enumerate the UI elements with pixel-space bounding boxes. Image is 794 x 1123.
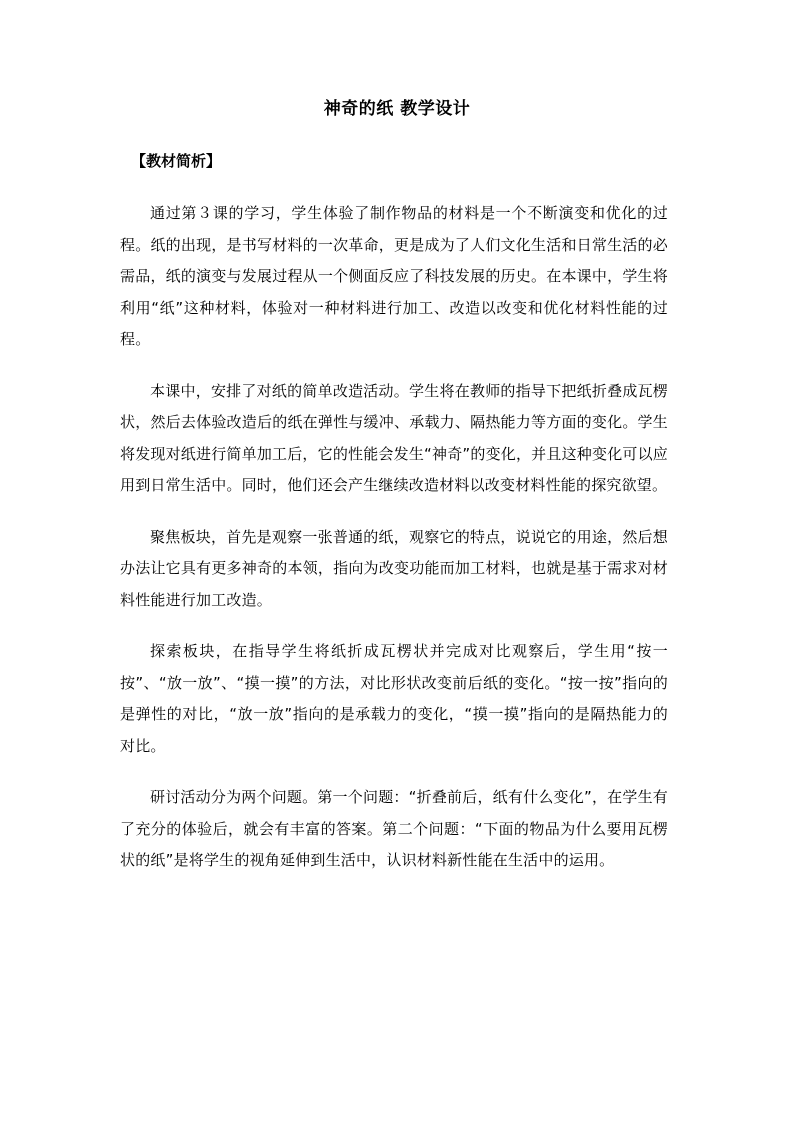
paragraph-1: 通过第３课的学习，学生体验了制作物品的材料是一个不断演变和优化的过程。纸的出现，是书写材料的一次革命，更是成为了人们文化生活和日常生活的必需品，纸的演变与发展过程从一个侧面反应了科技发展的历史。在本课中，学生将利用“纸”这种材料，体验对一种材料进行加工、改造以改变和优化材料性能的过程。 [120, 204, 668, 348]
paragraph-5: 研讨活动分为两个问题。第一个问题：“折叠前后，纸有什么变化”，在学生有了充分的体验后，就会有丰富的答案。第二个问题：“下面的物品为什么要用瓦楞状的纸”是将学生的视角延伸到生活中，认识材料新性能在生活中的运用。 [120, 788, 668, 869]
paragraph-2: 本课中，安排了对纸的简单改造活动。学生将在教师的指导下把纸折叠成瓦楞状，然后去体验改造后的纸在弹性与缓冲、承载力、隔热能力等方面的变化。学生将发现对纸进行简单加工后，它的性能会发生“神奇”的变化，并且这种变化可以应用到日常生活中。同时，他们还会产生继续改造材料以改变材料性能的探究欲望。 [120, 381, 668, 494]
section-heading: 【教材简析】 [131, 152, 222, 170]
paragraph-4: 探索板块，在指导学生将纸折成瓦楞状并完成对比观察后，学生用“按一按”、“放一放”、“摸一摸”的方法，对比形状改变前后纸的变化。“按一按”指向的是弹性的对比，“放一放”指向的是承载力的变化，“摸一摸”指向的是隔热能力的对比。 [120, 642, 668, 755]
paragraph-3: 聚焦板块，首先是观察一张普通的纸，观察它的特点，说说它的用途，然后想办法让它具有更多神奇的本领，指向为改变功能而加工材料，也就是基于需求对材料性能进行加工改造。 [120, 527, 668, 609]
document-title: 神奇的纸 教学设计 [323, 99, 471, 119]
document-body [120, 198, 668, 897]
